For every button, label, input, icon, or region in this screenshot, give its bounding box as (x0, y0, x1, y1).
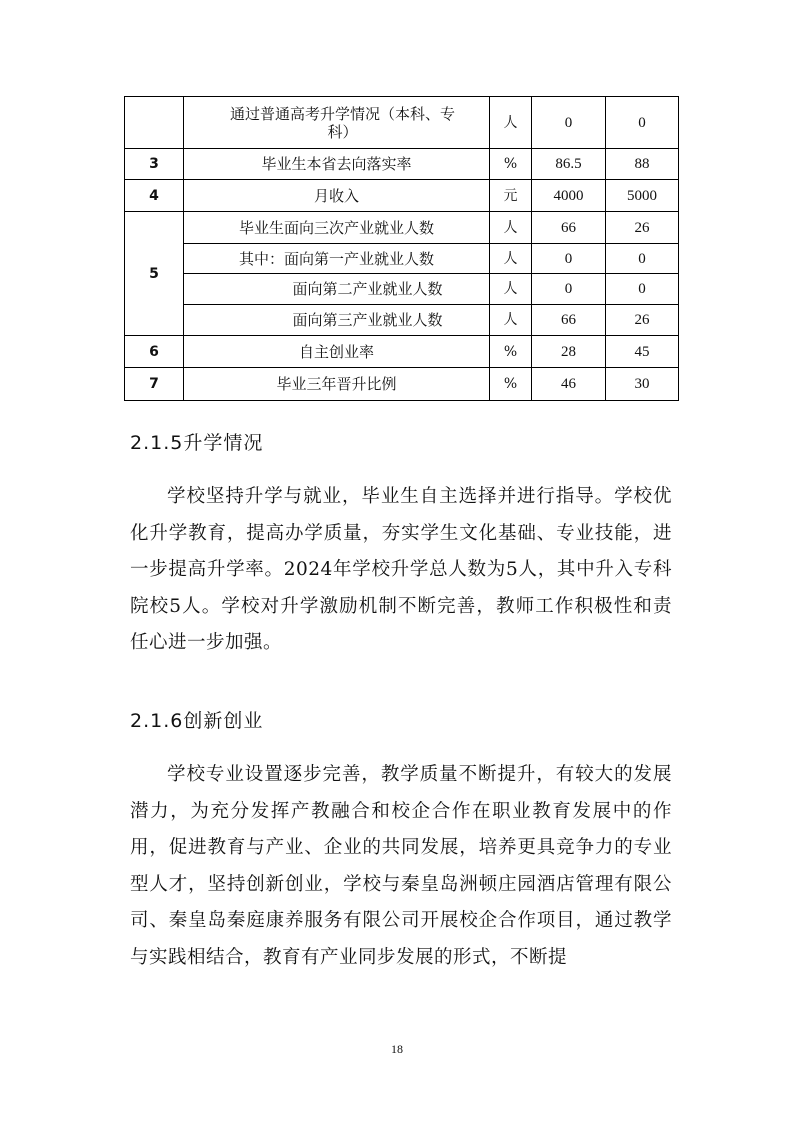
row-value-2: 0 (606, 244, 679, 274)
row-unit: 元 (490, 180, 532, 212)
row-value-2: 30 (606, 368, 679, 401)
row-number: 3 (125, 149, 184, 180)
row-unit: 人 (490, 212, 532, 244)
row-value-2: 5000 (606, 180, 679, 212)
row-value-2: 26 (606, 212, 679, 244)
row-value-2: 88 (606, 149, 679, 180)
row-number: 6 (125, 336, 184, 368)
row-item: 其中：面向第一产业就业人数 (184, 244, 490, 274)
row-value-1: 4000 (532, 180, 606, 212)
row-value-1: 0 (532, 97, 606, 149)
table-row (125, 305, 679, 336)
row-value-1: 46 (532, 368, 606, 401)
section-heading-innovation: 2.1.6创新创业 (130, 710, 264, 732)
row-value-2: 0 (606, 274, 679, 305)
row-number (125, 97, 184, 149)
row-value-1: 66 (532, 305, 606, 336)
row-unit: % (490, 368, 532, 401)
row-value-1: 0 (532, 274, 606, 305)
row-item: 自主创业率 (184, 336, 490, 368)
table-row (125, 336, 679, 368)
row-item: 毕业生本省去向落实率 (184, 149, 490, 180)
paragraph-further-study: 学校坚持升学与就业，毕业生自主选择并进行指导。学校优化升学教育，提高办学质量，夯实学生文化基础、专业技能，进一步提高升学率。2024年学校升学总人数为5人，其中升入专科院校5人。学校对升学激励机制不断完善，教师工作积极性和责任心进一步加强。 (130, 486, 672, 653)
employment-stats-table (124, 96, 679, 401)
paragraph-innovation: 学校专业设置逐步完善，教学质量不断提升，有较大的发展潜力，为充分发挥产教融合和校企合作在职业教育发展中的作用，促进教育与产业、企业的共同发展，培养更具竞争力的专业型人才，坚持创新创业，学校与秦皇岛洲顿庄园酒店管理有限公司、秦皇岛秦庭康养服务有限公司开展校企合作项目，通过教学与实践相结合，教育有产业同步发展的形式，不断提 (130, 764, 672, 968)
table-row (125, 212, 679, 244)
row-value-2: 0 (606, 97, 679, 149)
row-item: 通过普通高考升学情况（本科、专科） (184, 97, 490, 149)
row-item: 毕业生面向三次产业就业人数 (184, 212, 490, 244)
row-value-1: 28 (532, 336, 606, 368)
row-value-2: 26 (606, 305, 679, 336)
page-number: 18 (391, 1042, 403, 1056)
table-row (125, 180, 679, 212)
row-value-1: 0 (532, 244, 606, 274)
row-value-2: 45 (606, 336, 679, 368)
table-row (125, 274, 679, 305)
table-row (125, 368, 679, 401)
row-unit: 人 (490, 305, 532, 336)
row-item: 面向第三产业就业人数 (184, 305, 490, 336)
section-heading-further-study: 2.1.5升学情况 (130, 432, 264, 454)
row-number: 4 (125, 180, 184, 212)
row-item: 面向第二产业就业人数 (184, 274, 490, 305)
row-item: 毕业三年晋升比例 (184, 368, 490, 401)
row-unit: 人 (490, 97, 532, 149)
table-row (125, 97, 679, 149)
row-value-1: 66 (532, 212, 606, 244)
row-number: 5 (125, 212, 184, 336)
row-unit: % (490, 149, 532, 180)
row-unit: 人 (490, 244, 532, 274)
row-unit: % (490, 336, 532, 368)
table-row (125, 244, 679, 274)
table-row (125, 149, 679, 180)
row-unit: 人 (490, 274, 532, 305)
row-item: 月收入 (184, 180, 490, 212)
row-number: 7 (125, 368, 184, 401)
row-value-1: 86.5 (532, 149, 606, 180)
